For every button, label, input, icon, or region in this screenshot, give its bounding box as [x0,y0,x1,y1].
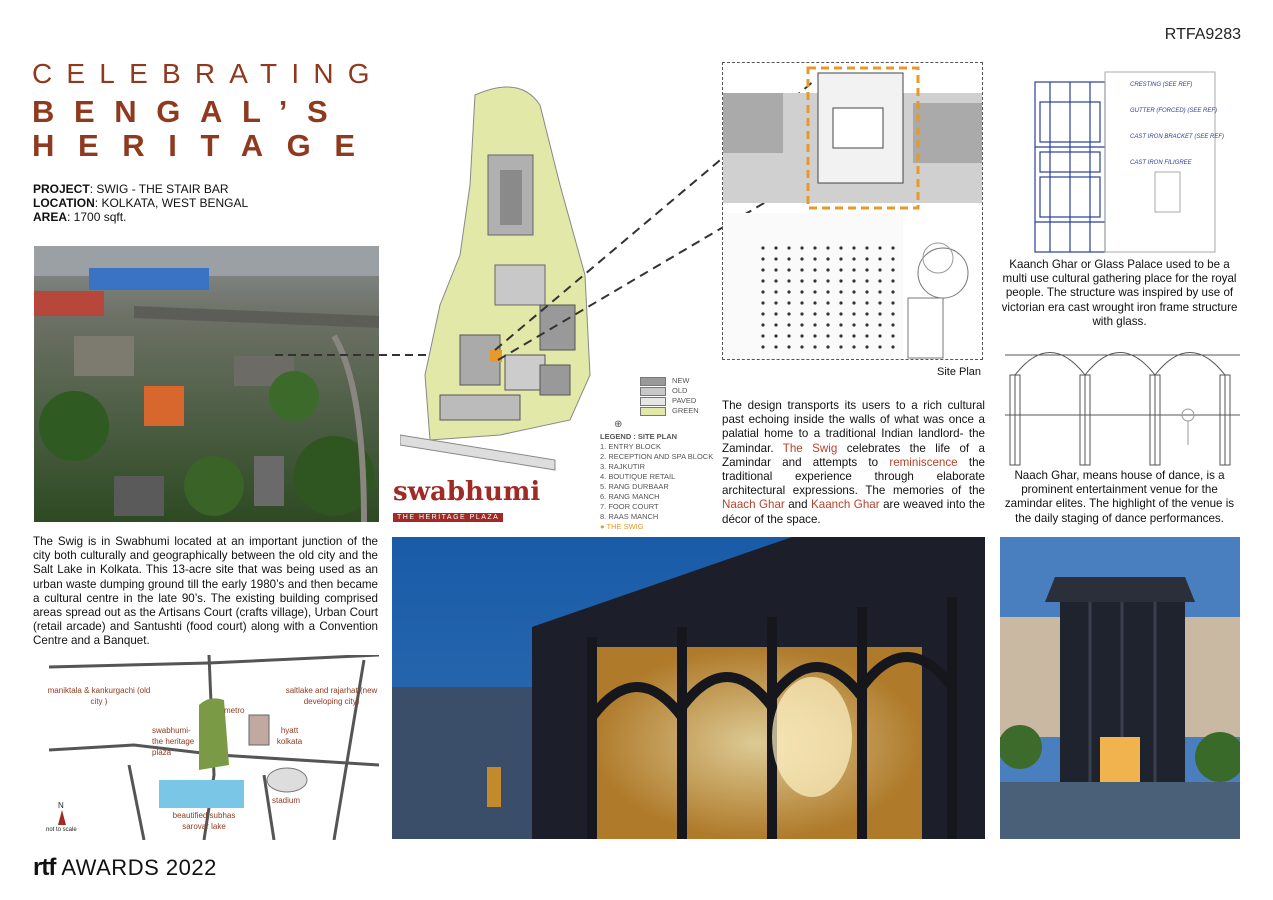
legend-swatch-old [640,387,666,396]
location-map [34,655,379,840]
site-plan-caption: Site Plan [937,366,982,378]
project-code: RTFA9283 [1164,26,1241,43]
design-description: The design transports its users to a rich cultural past echoing inside the walls of what was once a palatial home to a traditional Indian landlord- the Zamindar. The Swig celebrates the life of a Zamindar and attempts to reminiscence the traditional experience through elaborate architectural expressions. The memories of the Naach Ghar and Kaanch Ghar are weaved into the décor of the space. [722,399,985,526]
night-exterior-photo [392,537,985,839]
awards-footer: rtf AWARDS 2022 [33,854,217,881]
site-plan-legend: NEW OLD PAVED GREEN ⊕ LEGEND : SITE PLAN 1. ENTRY BLOCK 2. RECEPTION AND SPA BLOCK 3. RAJKUTIR 4. BOUTIQUE RETAIL 5. RANG DURBAAR 6. RANG MANCH 7. FOOR COURT 8. RAAS MANCH ● THE SWIG [600,376,714,531]
scale-note: not to scale [46,827,77,833]
map-label-stadium: stadium [272,796,301,805]
kaanch-ghar-sketch [1005,62,1240,255]
kaanch-ghar-photo [1000,537,1240,839]
legend-swatch-green [640,407,666,416]
legend-swatch-paved [640,397,666,406]
detail-plan [722,62,983,360]
intro-description: The Swig is in Swabhumi located at an important junction of the city both culturally and geographically between the old city and the Salt Lake in Kolkata. This 13-acre site that was being used as an urban waste dumping ground till the early 1980’s and then became a cultural centre in the late 90’s. The existing building comprised areas spread out as the Artisans Court (crafts village), Urban Court (retail arcade) and Santushti (food court) along with a Convention Centre and a Banquet. [33,535,378,648]
map-label-old-city: maniktala & kankurgachi (old city ) [47,686,151,706]
naach-ghar-description: Naach Ghar, means house of dance, is a prominent entertainment venue for the zamindar elites. The highlight of the venue is the daily staging of dance performances. [1004,469,1235,525]
sketch-note: CRESTING (SEE REF) [1130,82,1193,88]
title-line-3: HERITAGE [32,128,379,163]
north-label: N [58,801,64,810]
title-line-1: CELEBRATING [32,58,384,89]
map-label-swabhumi: swabhumi- the heritage plaza [152,726,195,757]
sketch-note: CAST IRON BRACKET (SEE REF) [1130,134,1225,140]
swabhumi-logo: swabhumi THE HERITAGE PLAZA [393,477,541,521]
naach-ghar-sketch [1005,335,1240,467]
rtf-logo: rtf [33,854,56,881]
map-label-lake: beautified subhas sarovar lake [172,811,236,831]
project-info: PROJECT: SWIG - THE STAIR BAR LOCATION: KOLKATA, WEST BENGAL AREA: 1700 sqft. [33,182,249,224]
kaanch-ghar-description: Kaanch Ghar or Glass Palace used to be a multi use cultural gathering place for the royal people. The structure was inspired by use of victorian era cast wrought iron frame structure with glass. [1001,258,1238,328]
title-line-2: BENGAL’S [32,94,348,129]
legend-swatch-new [640,377,666,386]
north-arrow-icon: ⊕ [614,419,623,430]
sketch-note: CAST IRON FILIGREE [1130,160,1192,166]
map-label-hyatt: hyatt kolkata [276,726,303,746]
map-label-saltlake: saltlake and rajarhat (new developing city) [285,686,378,706]
sketch-note: GUTTER (FORCED) (SEE REF) [1130,108,1217,114]
aerial-photo [34,246,379,522]
map-label-metro: metro [224,706,245,715]
